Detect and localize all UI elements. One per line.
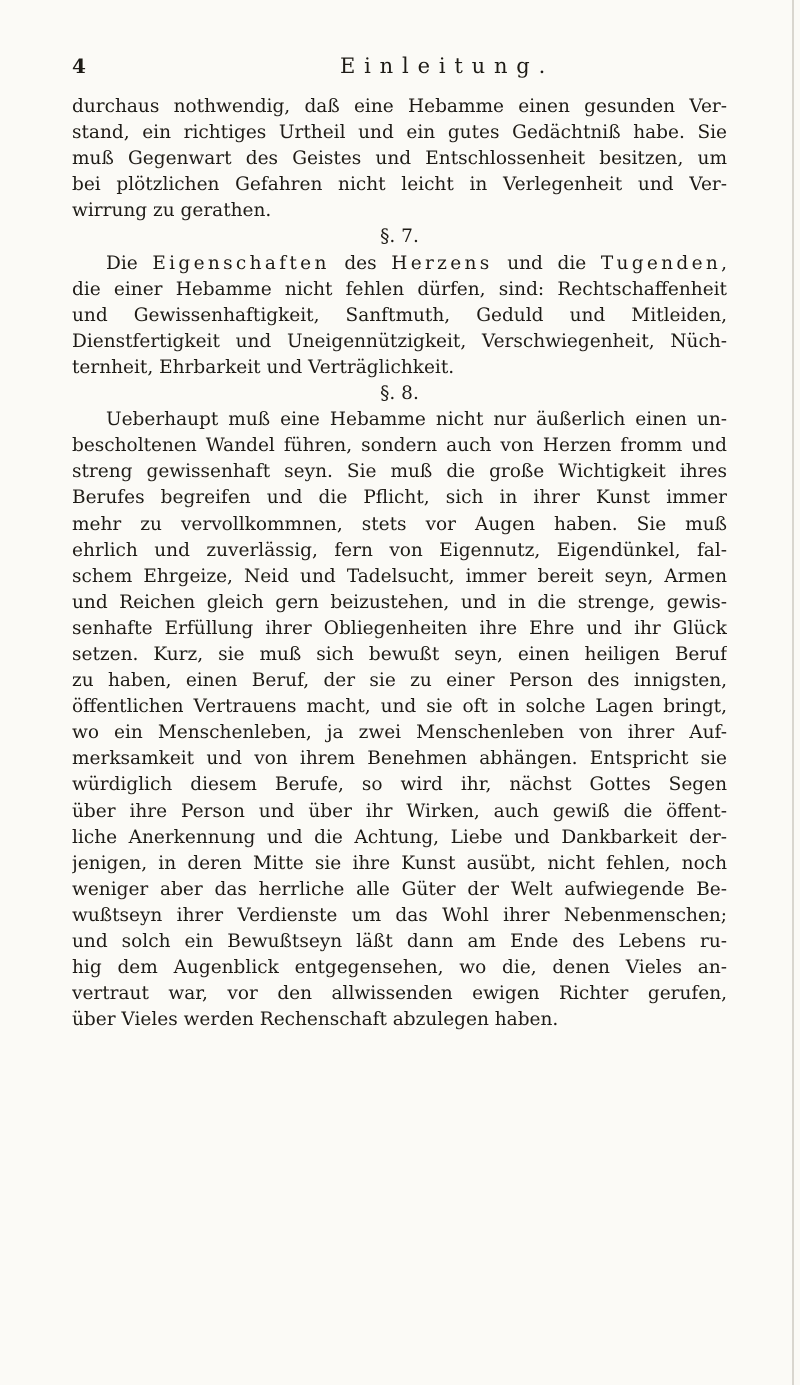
text-line: Dienstfertigkeit und Uneigennützigkeit, Verschwiegenheit, Nüch-	[72, 330, 727, 352]
section-heading-7: §. 7.	[380, 226, 419, 248]
text-line: muß Gegenwart des Geistes und Entschlossenheit besitzen, um	[72, 148, 727, 170]
text-line: setzen. Kurz, sie muß sich bewußt seyn, einen heiligen Beruf	[72, 643, 727, 665]
text-line: über Vieles werden Rechenschaft abzulegen haben.	[72, 1009, 559, 1031]
page-body	[72, 94, 727, 1033]
text-line: und Gewissenhaftigkeit, Sanftmuth, Geduld und Mitleiden,	[72, 304, 727, 326]
page-edge-line	[792, 0, 794, 1385]
text-run: ,	[721, 252, 727, 274]
emphasis-term: Tugenden	[600, 252, 722, 274]
page-header	[72, 54, 727, 84]
text-run: und die	[492, 252, 601, 274]
text-line: durchaus nothwendig, daß eine Hebamme einen gesunden Ver-	[72, 96, 727, 117]
text-line: hig dem Augenblick entgegensehen, wo die, denen Vieles an-	[72, 957, 727, 979]
emphasis-term: Eigenschaften	[152, 252, 330, 274]
text-line: streng gewissenhaft seyn. Sie muß die große Wichtigkeit ihres	[72, 461, 727, 483]
text-line: wirrung zu gerathen.	[72, 200, 272, 222]
text-line	[72, 251, 727, 277]
text-line: bei plötzlichen Gefahren nicht leicht in Verlegenheit und Ver-	[72, 174, 727, 196]
text-line: würdiglich diesem Berufe, so wird ihr, nächst Gottes Segen	[72, 774, 727, 796]
text-line: merksamkeit und von ihrem Benehmen abhängen. Entspricht sie	[72, 748, 727, 770]
text-line: mehr zu vervollkommnen, stets vor Augen haben. Sie muß	[72, 513, 727, 535]
text-line: schem Ehrgeize, Neid und Tadelsucht, immer bereit seyn, Armen	[72, 565, 727, 587]
text-line: jenigen, in deren Mitte sie ihre Kunst ausübt, nicht fehlen, noch	[72, 852, 727, 874]
text-line: stand, ein richtiges Urtheil und ein gutes Gedächtniß habe. Sie	[72, 122, 727, 144]
text-line: senhafte Erfüllung ihrer Obliegenheiten ihre Ehre und ihr Glück	[72, 617, 727, 639]
text-line: wo ein Menschenleben, ja zwei Menschenleben von ihrer Auf-	[72, 722, 727, 744]
text-line: wußtseyn ihrer Verdienste um das Wohl ihrer Nebenmenschen;	[72, 904, 727, 926]
text-line: ternheit, Ehrbarkeit und Verträglichkeit.	[72, 356, 455, 378]
text-run: Die	[106, 252, 153, 274]
text-line: weniger aber das herrliche alle Güter der Welt aufwiegende Be-	[72, 878, 727, 900]
text-line: die einer Hebamme nicht fehlen dürfen, sind: Rechtschaffenheit	[72, 278, 727, 300]
page-number: 4	[72, 54, 86, 78]
text-line: Berufes begreifen und die Pflicht, sich in ihrer Kunst immer	[72, 487, 727, 509]
text-run: des	[329, 252, 392, 274]
emphasis-term: Herzens	[391, 252, 493, 274]
running-head: Einleitung.	[340, 54, 555, 78]
text-line: vertraut war, vor den allwissenden ewigen Richter gerufen,	[72, 983, 727, 1005]
text-line: zu haben, einen Beruf, der sie zu einer Person des innigsten,	[72, 670, 727, 692]
text-line: über ihre Person und über ihr Wirken, auch gewiß die öffent-	[72, 800, 727, 822]
text-line: liche Anerkennung und die Achtung, Liebe und Dankbarkeit der-	[72, 826, 727, 848]
text-line: Ueberhaupt muß eine Hebamme nicht nur äußerlich einen un-	[106, 409, 727, 431]
text-line: und Reichen gleich gern beizustehen, und in die strenge, gewis-	[72, 591, 727, 613]
text-line: bescholtenen Wandel führen, sondern auch von Herzen fromm und	[72, 435, 727, 457]
section-heading-8: §. 8.	[380, 383, 419, 405]
text-line: und solch ein Bewußtseyn läßt dann am Ende des Lebens ru-	[72, 931, 727, 952]
text-line: öffentlichen Vertrauens macht, und sie oft in solche Lagen bringt,	[72, 696, 727, 718]
text-line: ehrlich und zuverlässig, fern von Eigennutz, Eigendünkel, fal-	[72, 539, 727, 561]
